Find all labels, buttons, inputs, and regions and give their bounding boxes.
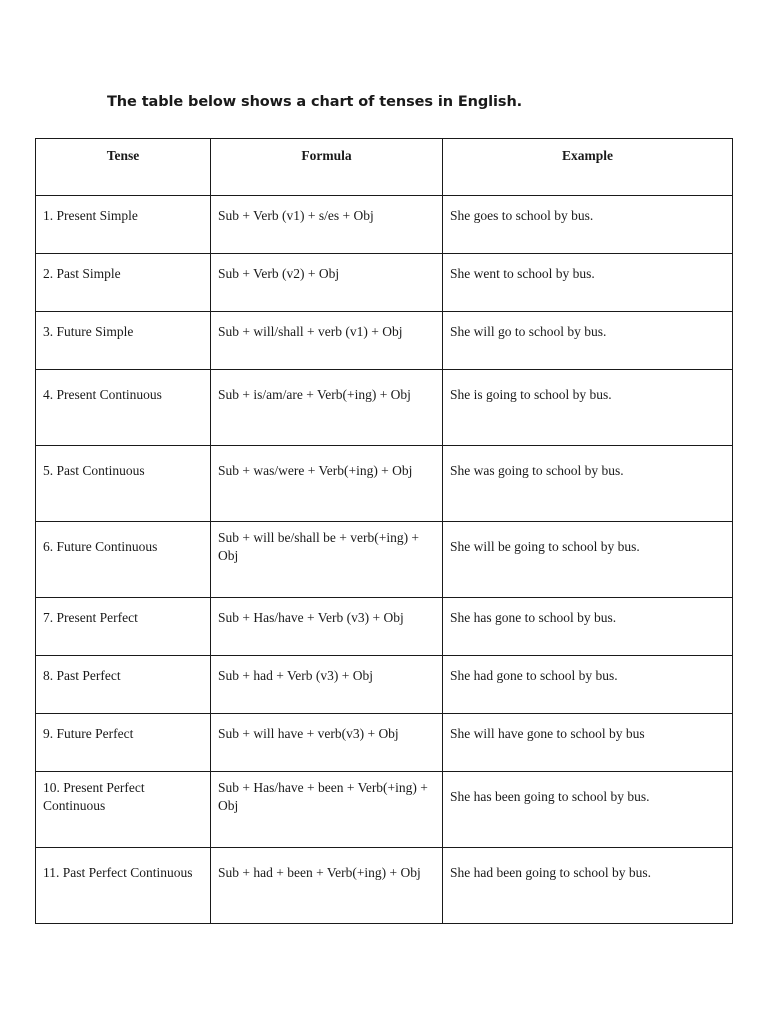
example-cell-text: She is going to school by bus. xyxy=(450,386,612,402)
formula-cell-text: Sub + is/am/are + Verb(+ing) + Obj xyxy=(218,386,411,402)
tense-cell-text: 9. Future Perfect xyxy=(43,725,134,741)
example-cell xyxy=(443,714,733,772)
example-cell xyxy=(443,656,733,714)
formula-cell xyxy=(211,522,443,598)
table-row xyxy=(36,656,733,714)
formula-cell-text: Sub + Has/have + been + Verb(+ing) + Obj xyxy=(218,779,428,813)
tense-cell-text: 5. Past Continuous xyxy=(43,462,145,478)
example-cell xyxy=(443,254,733,312)
formula-cell-text: Sub + will/shall + verb (v1) + Obj xyxy=(218,323,403,339)
header-tense: Tense xyxy=(36,139,211,196)
tense-cell xyxy=(36,370,211,446)
tense-cell xyxy=(36,254,211,312)
formula-cell-text: Sub + Verb (v1) + s/es + Obj xyxy=(218,207,374,223)
tense-cell-text: 11. Past Perfect Continuous xyxy=(43,864,193,880)
example-cell-text: She goes to school by bus. xyxy=(450,207,594,223)
example-cell xyxy=(443,848,733,924)
table-header-row xyxy=(36,139,733,196)
formula-cell xyxy=(211,656,443,714)
tense-cell xyxy=(36,714,211,772)
table-row xyxy=(36,446,733,522)
page-heading: The table below shows a chart of tenses in English. xyxy=(107,94,523,110)
tense-cell-text: 6. Future Continuous xyxy=(43,538,158,554)
tense-cell xyxy=(36,446,211,522)
table-row xyxy=(36,522,733,598)
header-formula: Formula xyxy=(211,139,443,196)
tense-cell xyxy=(36,598,211,656)
tense-cell xyxy=(36,848,211,924)
table-row xyxy=(36,772,733,848)
header-example: Example xyxy=(443,139,733,196)
formula-cell xyxy=(211,714,443,772)
example-cell xyxy=(443,370,733,446)
formula-cell xyxy=(211,254,443,312)
example-cell-text: She has been going to school by bus. xyxy=(450,788,650,804)
tense-cell xyxy=(36,312,211,370)
table-row xyxy=(36,714,733,772)
example-cell-text: She went to school by bus. xyxy=(450,265,595,281)
tense-cell xyxy=(36,656,211,714)
formula-cell-text: Sub + will be/shall be + verb(+ing) + Obj xyxy=(218,529,420,563)
example-cell xyxy=(443,196,733,254)
formula-cell-text: Sub + had + been + Verb(+ing) + Obj xyxy=(218,864,421,880)
example-cell xyxy=(443,446,733,522)
formula-cell-text: Sub + Has/have + Verb (v3) + Obj xyxy=(218,609,404,625)
formula-cell xyxy=(211,446,443,522)
example-cell-text: She had been going to school by bus. xyxy=(450,864,651,880)
example-cell xyxy=(443,598,733,656)
tenses-table xyxy=(35,138,733,924)
formula-cell-text: Sub + will have + verb(v3) + Obj xyxy=(218,725,399,741)
tense-cell xyxy=(36,772,211,848)
example-cell xyxy=(443,772,733,848)
example-cell-text: She will go to school by bus. xyxy=(450,323,607,339)
table-row xyxy=(36,848,733,924)
table-row xyxy=(36,312,733,370)
tense-cell-text: 8. Past Perfect xyxy=(43,667,121,683)
tense-cell xyxy=(36,522,211,598)
example-cell-text: She will have gone to school by bus xyxy=(450,725,645,741)
table-row xyxy=(36,196,733,254)
tense-cell-text: 10. Present Perfect Continuous xyxy=(43,779,145,813)
example-cell-text: She was going to school by bus. xyxy=(450,462,624,478)
table-row xyxy=(36,370,733,446)
table-row xyxy=(36,254,733,312)
example-cell-text: She had gone to school by bus. xyxy=(450,667,618,683)
tense-cell-text: 4. Present Continuous xyxy=(43,386,162,402)
tense-cell-text: 1. Present Simple xyxy=(43,207,138,223)
tense-cell-text: 7. Present Perfect xyxy=(43,609,138,625)
formula-cell xyxy=(211,196,443,254)
formula-cell xyxy=(211,312,443,370)
table-body xyxy=(36,196,733,924)
formula-cell-text: Sub + was/were + Verb(+ing) + Obj xyxy=(218,462,413,478)
formula-cell xyxy=(211,772,443,848)
tense-cell-text: 2. Past Simple xyxy=(43,265,121,281)
formula-cell-text: Sub + Verb (v2) + Obj xyxy=(218,265,340,281)
example-cell-text: She has gone to school by bus. xyxy=(450,609,617,625)
formula-cell xyxy=(211,598,443,656)
formula-cell-text: Sub + had + Verb (v3) + Obj xyxy=(218,667,373,683)
formula-cell xyxy=(211,848,443,924)
table-row xyxy=(36,598,733,656)
tense-cell xyxy=(36,196,211,254)
example-cell xyxy=(443,522,733,598)
example-cell-text: She will be going to school by bus. xyxy=(450,538,640,554)
formula-cell xyxy=(211,370,443,446)
tense-cell-text: 3. Future Simple xyxy=(43,323,134,339)
example-cell xyxy=(443,312,733,370)
